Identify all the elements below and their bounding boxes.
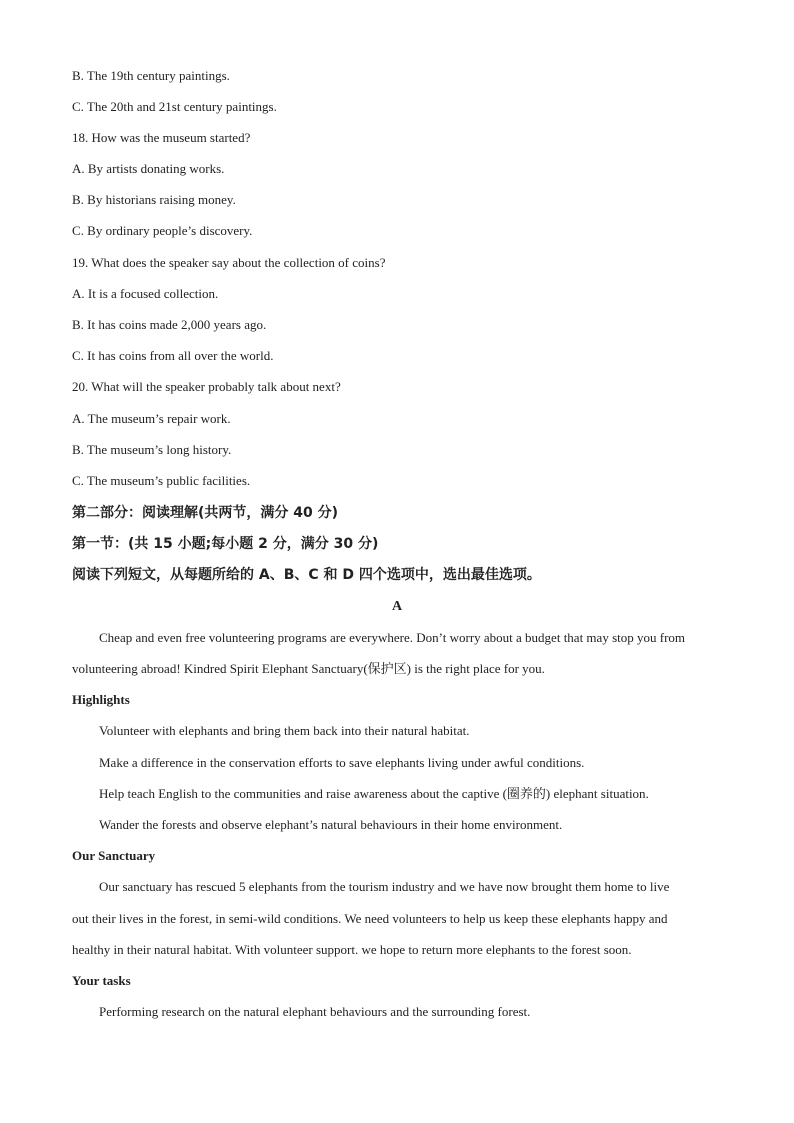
- q20-option-a: A. The museum’s repair work.: [72, 411, 231, 426]
- q18-option-a: A. By artists donating works.: [72, 161, 225, 176]
- sanctuary-line-2: out their lives in the forest, in semi-wild conditions. We need volunteers to help us keep these elephants happy and: [72, 911, 668, 926]
- q18-question: 18. How was the museum started?: [72, 130, 251, 145]
- sanctuary-line-1: Our sanctuary has rescued 5 elephants from the tourism industry and we have now brought them home to live: [99, 879, 670, 894]
- reading-instructions: 阅读下列短文，从每题所给的 A、B、C 和 D 四个选项中，选出最佳选项。: [72, 567, 541, 583]
- part2-title: 第二部分：阅读理解(共两节，满分 40 分): [72, 505, 339, 521]
- highlight-item: Wander the forests and observe elephant’s natural behaviours in their home environment.: [99, 817, 563, 832]
- sanctuary-line-3: healthy in their natural habitat. With volunteer support. we hope to return more elephants to the forest soon.: [72, 942, 632, 957]
- passage-letter: A: [391, 599, 403, 614]
- intro-line-1: Cheap and even free volunteering programs are everywhere. Don’t worry about a budget that may stop you from: [99, 630, 686, 645]
- highlight-item: Make a difference in the conservation efforts to save elephants living under awful conditions.: [99, 755, 585, 770]
- q17-option-b: B. The 19th century paintings.: [72, 68, 230, 83]
- task-item: Performing research on the natural elephant behaviours and the surrounding forest.: [99, 1004, 531, 1019]
- q18-option-b: B. By historians raising money.: [72, 192, 236, 207]
- q19-question: 19. What does the speaker say about the collection of coins?: [72, 255, 386, 270]
- q19-option-b: B. It has coins made 2,000 years ago.: [72, 317, 267, 332]
- part2-subtitle: 第一节：(共 15 小题;每小题 2 分，满分 30 分): [72, 536, 379, 552]
- q19-option-a: A. It is a focused collection.: [72, 286, 219, 301]
- highlights-heading: Highlights: [72, 692, 130, 707]
- q20-option-c: C. The museum’s public facilities.: [72, 473, 251, 488]
- sanctuary-heading: Our Sanctuary: [72, 848, 156, 863]
- q20-option-b: B. The museum’s long history.: [72, 442, 232, 457]
- highlight-item: Help teach English to the communities and raise awareness about the captive (圈养的) elephant situation.: [99, 786, 649, 801]
- q20-question: 20. What will the speaker probably talk about next?: [72, 379, 341, 394]
- q18-option-c: C. By ordinary people’s discovery.: [72, 223, 253, 238]
- q19-option-c: C. It has coins from all over the world.: [72, 348, 274, 363]
- q17-option-c: C. The 20th and 21st century paintings.: [72, 99, 277, 114]
- highlight-item: Volunteer with elephants and bring them back into their natural habitat.: [99, 723, 470, 738]
- tasks-heading: Your tasks: [72, 973, 131, 988]
- intro-line-2: volunteering abroad! Kindred Spirit Elephant Sanctuary(保护区) is the right place for you.: [72, 661, 545, 676]
